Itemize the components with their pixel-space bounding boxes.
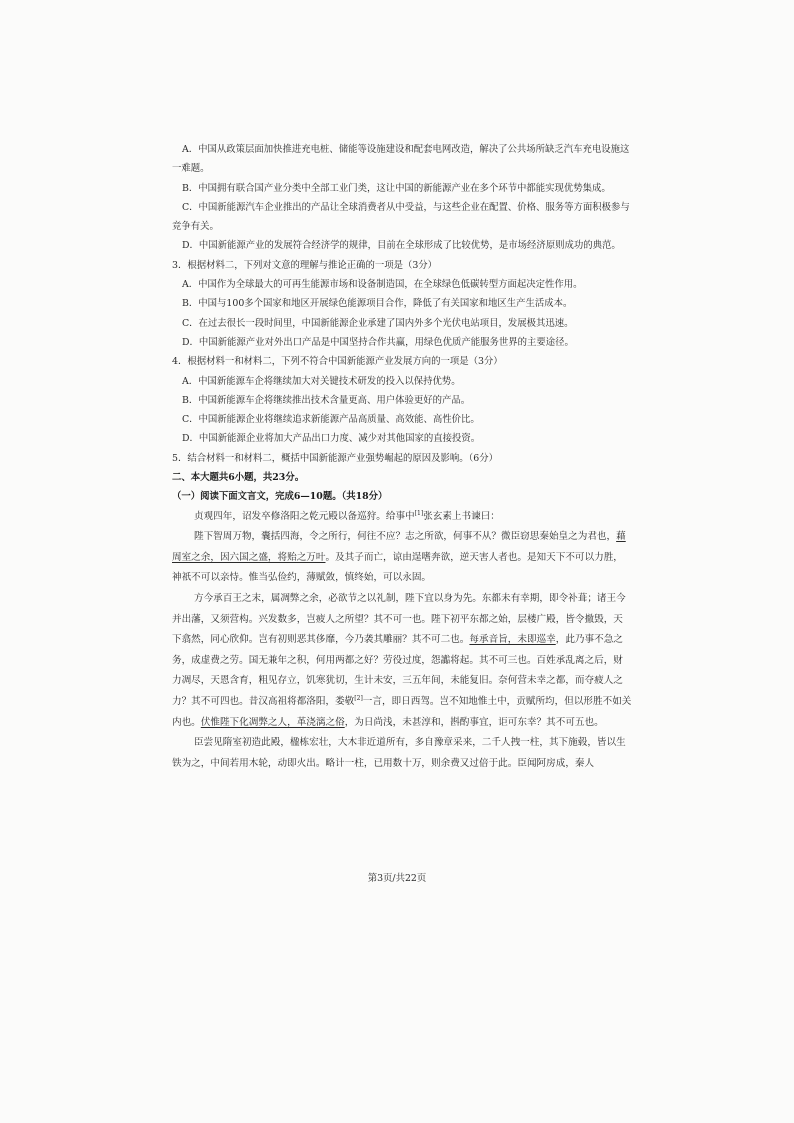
section-2-subtitle: （一）阅读下面文言文，完成6—10题。（共18分）: [172, 491, 388, 503]
section-2-title: 二、本大题共6小题，共23分。: [172, 472, 305, 484]
passage-paragraph-4: 臣尝见隋室初造此殿，楹栋宏壮，大木非近道所有，多自豫章采来，二千人拽一柱，其下施毂，皆以生铁为之，中间若用木轮，动即火出。略计一柱，已用数十万，则余费又过倍于此。臣闻阿房成，秦人: [172, 737, 626, 769]
footnote-marker-2: [2]: [354, 694, 363, 702]
q3-stem: 3．根据材料二，下列对文意的理解与推论正确的一项是（3分）: [172, 259, 438, 271]
q3-option-d: D．中国新能源产业对外出口产品是中国坚持合作共赢，用绿色优质产能服务世界的主要途径。: [182, 336, 574, 348]
q3-option-a: A．中国作为全球最大的可再生能源市场和设备制造国，在全球绿色低碳转型方面起决定性作用。: [182, 279, 583, 291]
passage-text: 一言，即日西驾。岂不知地惟土中，贡赋所均，但以形胜不如关内也。: [172, 695, 632, 728]
passage-text: 。及其子而亡，谅由逞嗜奔欲，逆天害人者也。是知天下不可以力胜，神祇不可以亲恃。惟当弘俭约，薄赋敛，慎终始，可以永固。: [172, 551, 623, 584]
underlined-sentence: 伏惟陛下化凋弊之人，革浇漓之俗: [200, 716, 345, 728]
passage-text: ，为日尚浅，未甚淳和，斟酌事宜，讵可东幸？其不可五也。: [344, 716, 604, 728]
passage-text: ，此乃事不急之务，成虚费之劳。国无兼年之积，何用两都之好？劳役过度，怨讟将起。其不可三也。百姓承乱离之后，财力凋尽，天恩含育，粗见存立，饥寒犹切，生计未安，三五年间，未能复旧。奈何营未幸之都，而夺疲人之力？其不可四也。昔汉高祖将都洛阳，娄敬: [172, 634, 623, 707]
passage-text: 方今承百王之末，属凋弊之余，必欲节之以礼制，陛下宜以身为先。东都未有幸期，即令补葺；诸王今并出藩，又须营构。兴发数多，岂疲人之所望？其不可一也。陛下初平东都之始，层楼广殿，皆令撤毁，天下翕然，同心欣仰。岂有初则恶其侈靡，今乃袭其雕丽？其不可二也。: [172, 593, 626, 646]
passage-paragraph-2: [172, 527, 632, 589]
q4-option-a: A．中国新能源车企将继续加大对关键技术研发的投入以保持优势。: [182, 375, 461, 387]
classical-passage: [172, 507, 632, 775]
q2-option-a: A．中国从政策层面加快推进充电桩、储能等设施建设和配套电网改造，解决了公共场所缺乏汽车充电设施这一难题。: [172, 144, 630, 175]
passage-paragraph-3: [172, 589, 632, 733]
q4-option-b: B．中国新能源车企将继续推出技术含量更高、用户体验更好的产品。: [182, 394, 471, 406]
footnote-marker-1: [1]: [414, 509, 424, 517]
q4-option-c: C．中国新能源企业将继续追求新能源产品高质量、高效能、高性价比。: [182, 414, 480, 426]
underlined-sentence: 每承音旨，未即巡幸: [469, 634, 556, 646]
underlined-sentence: 藉周室之余，因六国之盛，将贻之万叶: [172, 531, 626, 563]
q4-stem: 4．根据材料一和材料二，下列不符合中国新能源产业发展方向的一项是（3分）: [172, 356, 503, 368]
q3-option-b: B．中国与100多个国家和地区开展绿色能源项目合作，降低了有关国家和地区生产生活成本。: [182, 298, 573, 310]
page-content: [172, 140, 632, 774]
q4-option-d: D．中国新能源企业将加大产品出口力度、减少对其他国家的直接投资。: [182, 433, 481, 445]
passage-text: 陛下智周万物，囊括四海，令之所行，何往不应？志之所欲，何事不从？微臣窃思秦始皇之为君也，: [194, 531, 617, 543]
q2-option-c: C．中国新能源汽车企业推出的产品让全球消费者从中受益，与这些企业在配置、价格、服务等方面积极参与竞争有关。: [172, 201, 630, 233]
passage-text: 贞观四年，诏发卒修洛阳之乾元殿以备巡狩。给事中: [194, 510, 415, 522]
passage-paragraph-1: [172, 507, 632, 528]
q2-option-b: B．中国拥有联合国产业分类中全部工业门类，这让中国的新能源产业在多个环节中都能实现优势集成。: [182, 182, 611, 194]
page-number: 第3页/共22页: [367, 873, 427, 884]
q3-option-c: C．在过去很长一段时间里，中国新能源企业承建了国内外多个光伏电站项目，发展极其迅速。: [182, 317, 574, 329]
q5-stem: 5．结合材料一和材料二，概括中国新能源产业强势崛起的原因及影响。（6分）: [172, 452, 498, 464]
passage-text: 张玄素上书谏曰：: [423, 510, 500, 522]
q2-option-d: D．中国新能源产业的发展符合经济学的规律，目前在全球形成了比较优势，是市场经济原则成功的典范。: [182, 240, 621, 252]
